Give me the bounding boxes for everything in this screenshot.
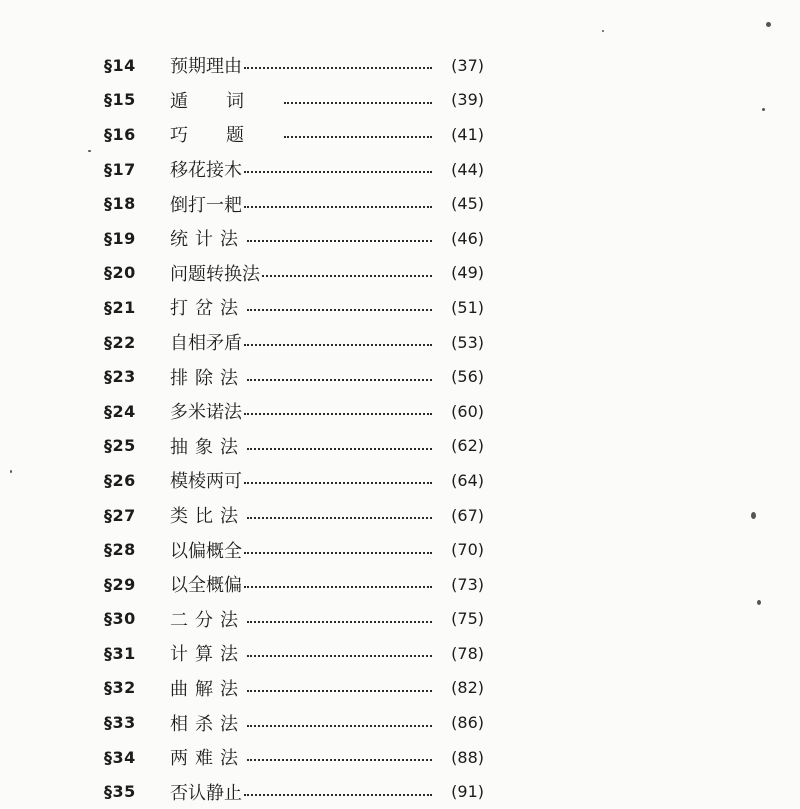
section-number: §24: [104, 401, 136, 421]
dot-leader: [247, 379, 432, 381]
section-number: §26: [104, 470, 136, 490]
dot-leader: [284, 102, 432, 104]
scan-speck: [602, 30, 604, 32]
dot-leader: [247, 240, 432, 242]
section-number: §25: [104, 436, 136, 456]
entry-title: 类比法: [170, 506, 245, 528]
scan-speck: [10, 470, 12, 473]
entry-title: 以偏概全: [170, 540, 242, 562]
section-number: §21: [104, 297, 136, 317]
scan-speck: [762, 108, 765, 111]
toc-entry: [104, 567, 484, 602]
entry-title: 移花接木: [170, 160, 242, 182]
section-number: §35: [104, 782, 136, 802]
page-number: (86): [451, 713, 484, 733]
page-number: (41): [451, 124, 484, 144]
toc-entry: [104, 774, 484, 809]
dot-leader: [244, 344, 432, 346]
section-number: §16: [104, 124, 136, 144]
entry-title: 二分法: [170, 609, 245, 631]
scan-speck: [88, 150, 91, 152]
page-number: (44): [451, 159, 484, 179]
page-number: (64): [451, 470, 484, 490]
entry-title: 问题转换法: [170, 263, 260, 285]
section-number: §31: [104, 643, 136, 663]
section-number: §28: [104, 540, 136, 560]
dot-leader: [262, 275, 432, 277]
page-number: (70): [451, 540, 484, 560]
page-number: (53): [451, 332, 484, 352]
page-number: (62): [451, 436, 484, 456]
entry-title: 以全概偏: [170, 575, 242, 597]
section-number: §29: [104, 574, 136, 594]
toc-entry: [104, 117, 484, 152]
entry-title: 两难法: [170, 748, 245, 770]
page-number: (37): [451, 55, 484, 75]
section-number: §27: [104, 505, 136, 525]
entry-title: 否认静止: [170, 782, 242, 804]
toc-entry: [104, 705, 484, 740]
section-number: §22: [104, 332, 136, 352]
scan-speck: [757, 600, 761, 605]
toc-entry: [104, 394, 484, 429]
section-number: §14: [104, 55, 136, 75]
dot-leader: [247, 725, 432, 727]
dot-leader: [247, 517, 432, 519]
scan-speck: [751, 512, 756, 519]
dot-leader: [247, 621, 432, 623]
toc-entry: [104, 463, 484, 498]
entry-title: 遁词: [170, 90, 282, 112]
toc-entry: [104, 498, 484, 533]
toc-entry: [104, 152, 484, 187]
section-number: §34: [104, 747, 136, 767]
dot-leader: [247, 309, 432, 311]
dot-leader: [247, 448, 432, 450]
page-number: (67): [451, 505, 484, 525]
section-number: §33: [104, 713, 136, 733]
dot-leader: [244, 586, 432, 588]
page-number: (56): [451, 367, 484, 387]
page-number: (39): [451, 90, 484, 110]
page-number: (88): [451, 747, 484, 767]
dot-leader: [284, 136, 432, 138]
page-number: (73): [451, 574, 484, 594]
section-number: §32: [104, 678, 136, 698]
page-number: (82): [451, 678, 484, 698]
toc-entry: [104, 290, 484, 325]
entry-title: 多米诺法: [170, 402, 242, 424]
entry-title: 预期理由: [170, 56, 242, 78]
toc-entry: [104, 429, 484, 464]
table-of-contents: [104, 48, 484, 809]
section-number: §23: [104, 367, 136, 387]
entry-title: 曲解法: [170, 678, 245, 700]
entry-title: 自相矛盾: [170, 333, 242, 355]
dot-leader: [244, 67, 432, 69]
dot-leader: [244, 482, 432, 484]
dot-leader: [244, 206, 432, 208]
page-number: (51): [451, 297, 484, 317]
entry-title: 抽象法: [170, 436, 245, 458]
toc-entry: [104, 671, 484, 706]
page-number: (46): [451, 228, 484, 248]
section-number: §20: [104, 263, 136, 283]
section-number: §30: [104, 609, 136, 629]
entry-title: 巧题: [170, 125, 282, 147]
toc-entry: [104, 532, 484, 567]
section-number: §15: [104, 90, 136, 110]
page-number: (91): [451, 782, 484, 802]
scan-speck: [766, 22, 771, 27]
toc-entry: [104, 359, 484, 394]
entry-title: 排除法: [170, 367, 245, 389]
section-number: §17: [104, 159, 136, 179]
entry-title: 模棱两可: [170, 471, 242, 493]
toc-entry: [104, 83, 484, 118]
page-number: (78): [451, 643, 484, 663]
dot-leader: [247, 655, 432, 657]
toc-entry: [104, 602, 484, 637]
page-number: (75): [451, 609, 484, 629]
entry-title: 计算法: [170, 644, 245, 666]
toc-entry: [104, 48, 484, 83]
entry-title: 相杀法: [170, 713, 245, 735]
dot-leader: [244, 413, 432, 415]
page-number: (60): [451, 401, 484, 421]
page-number: (49): [451, 263, 484, 283]
toc-entry: [104, 186, 484, 221]
toc-entry: [104, 256, 484, 291]
dot-leader: [247, 690, 432, 692]
page-number: (45): [451, 194, 484, 214]
dot-leader: [244, 171, 432, 173]
entry-title: 打岔法: [170, 298, 245, 320]
section-number: §19: [104, 228, 136, 248]
toc-entry: [104, 636, 484, 671]
dot-leader: [244, 552, 432, 554]
dot-leader: [247, 759, 432, 761]
section-number: §18: [104, 194, 136, 214]
entry-title: 倒打一耙: [170, 194, 242, 216]
entry-title: 统计法: [170, 229, 245, 251]
toc-entry: [104, 740, 484, 775]
toc-entry: [104, 325, 484, 360]
toc-entry: [104, 221, 484, 256]
dot-leader: [244, 794, 432, 796]
